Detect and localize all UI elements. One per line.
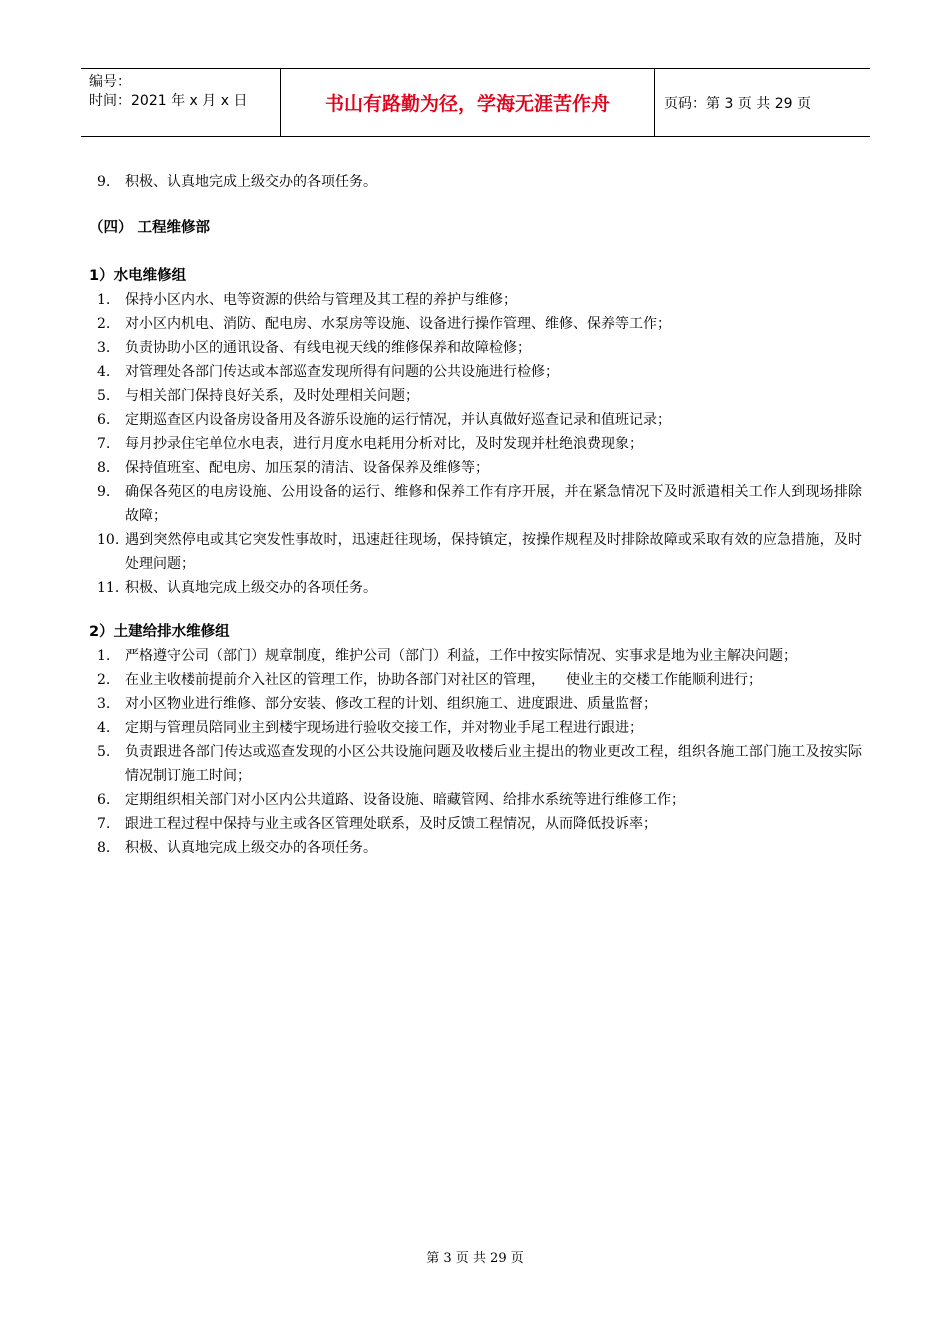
list-item <box>97 644 862 668</box>
item-text: 对管理处各部门传达或本部巡查发现所得有问题的公共设施进行检修； <box>125 364 559 380</box>
list-item <box>97 528 862 576</box>
item-text: 遇到突然停电或其它突发性事故时，迅速赶往现场，保持镇定，按操作规程及时排除故障或采取有效的应急措施，及时处理问题； <box>125 532 862 572</box>
group-list <box>97 644 862 860</box>
item-text: 定期与管理员陪同业主到楼宇现场进行验收交接工作，并对物业手尾工程进行跟进； <box>125 720 643 736</box>
item-number: 9. <box>97 174 111 190</box>
list-item <box>97 360 862 384</box>
item-number: 6. <box>97 792 111 808</box>
item-text: 每月抄录住宅单位水电表，进行月度水电耗用分析对比，及时发现并杜绝浪费现象； <box>125 436 643 452</box>
item-number: 5. <box>97 744 111 760</box>
list-item <box>97 170 862 194</box>
item-number: 2. <box>97 316 111 332</box>
header-motto: 书山有路勤为径，学海无涯苦作舟 <box>281 69 655 136</box>
item-text: 保持小区内水、电等资源的供给与管理及其工程的养护与维修； <box>125 292 517 308</box>
item-number: 1. <box>97 648 111 664</box>
item-text: 与相关部门保持良好关系，及时处理相关问题； <box>125 388 419 404</box>
item-text: 保持值班室、配电房、加压泵的清洁、设备保养及维修等； <box>125 460 489 476</box>
list-item <box>97 408 862 432</box>
item-number: 8. <box>97 840 111 856</box>
list-item <box>97 836 862 860</box>
header-page-label: 页码：第 3 页 共 29 页 <box>664 95 811 112</box>
list-item <box>97 716 862 740</box>
item-text: 积极、认真地完成上级交办的各项任务。 <box>125 840 377 856</box>
item-number: 4. <box>97 364 111 380</box>
section-title: （四） 工程维修部 <box>89 220 211 236</box>
item-text: 积极、认真地完成上级交办的各项任务。 <box>125 174 377 190</box>
list-item <box>97 432 862 456</box>
item-text: 定期组织相关部门对小区内公共道路、设备设施、暗藏管网、给排水系统等进行维修工作； <box>125 792 685 808</box>
group-list <box>97 288 862 600</box>
item-number: 5. <box>97 388 111 404</box>
list-item <box>97 312 862 336</box>
list-item <box>97 788 862 812</box>
number-label: 编号： <box>89 74 131 90</box>
group-water-electric <box>89 264 862 600</box>
item-number: 7. <box>97 436 111 452</box>
item-number: 4. <box>97 720 111 736</box>
item-number: 8. <box>97 460 111 476</box>
list-item <box>97 288 862 312</box>
item-number: 1. <box>97 292 111 308</box>
group-title: 2）土建给排水维修组 <box>89 624 230 640</box>
item-text: 严格遵守公司（部门）规章制度，维护公司（部门）利益，工作中按实际情况、实事求是地为业主解决问题； <box>125 648 797 664</box>
item-number: 10. <box>97 532 120 548</box>
item-number: 2. <box>97 672 111 688</box>
date-label: 时间：2021 年 x 月 x 日 <box>89 93 248 109</box>
document-body <box>89 170 862 860</box>
item-number: 11. <box>97 580 120 596</box>
list-item <box>97 740 862 788</box>
item-text: 确保各苑区的电房设施、公用设备的运行、维修和保养工作有序开展，并在紧急情况下及时派遣相关工作人到现场排除故障； <box>125 484 862 524</box>
item-number: 3. <box>97 340 111 356</box>
list-item <box>97 336 862 360</box>
list-item <box>97 812 862 836</box>
item-number: 7. <box>97 816 111 832</box>
item-text: 负责跟进各部门传达或巡查发现的小区公共设施问题及收楼后业主提出的物业更改工程，组织各施工部门施工及按实际情况制订施工时间； <box>125 744 862 784</box>
item-number: 6. <box>97 412 111 428</box>
item-text: 负责协助小区的通讯设备、有线电视天线的维修保养和故障检修； <box>125 340 531 356</box>
group-title: 1）水电维修组 <box>89 268 187 284</box>
list-item <box>97 576 862 600</box>
page-footer: 第 3 页 共 29 页 <box>426 1251 524 1266</box>
item-number: 9. <box>97 484 111 500</box>
item-text: 跟进工程过程中保持与业主或各区管理处联系，及时反馈工程情况，从而降低投诉率； <box>125 816 657 832</box>
list-item <box>97 692 862 716</box>
header-meta <box>81 69 281 136</box>
item-text: 定期巡查区内设备房设备用及各游乐设施的运行情况，并认真做好巡查记录和值班记录； <box>125 412 671 428</box>
list-item <box>97 480 862 528</box>
list-item <box>97 456 862 480</box>
item-text: 在业主收楼前提前介入社区的管理工作，协助各部门对社区的管理， 使业主的交楼工作能顺利进行； <box>125 672 762 688</box>
list-item <box>97 668 862 692</box>
list-item <box>97 384 862 408</box>
page-header <box>81 68 870 137</box>
group-civil-plumbing <box>89 620 862 860</box>
item-text: 对小区内机电、消防、配电房、水泵房等设施、设备进行操作管理、维修、保养等工作； <box>125 316 671 332</box>
item-text: 对小区物业进行维修、部分安装、修改工程的计划、组织施工、进度跟进、质量监督； <box>125 696 657 712</box>
item-text: 积极、认真地完成上级交办的各项任务。 <box>125 580 377 596</box>
item-number: 3. <box>97 696 111 712</box>
